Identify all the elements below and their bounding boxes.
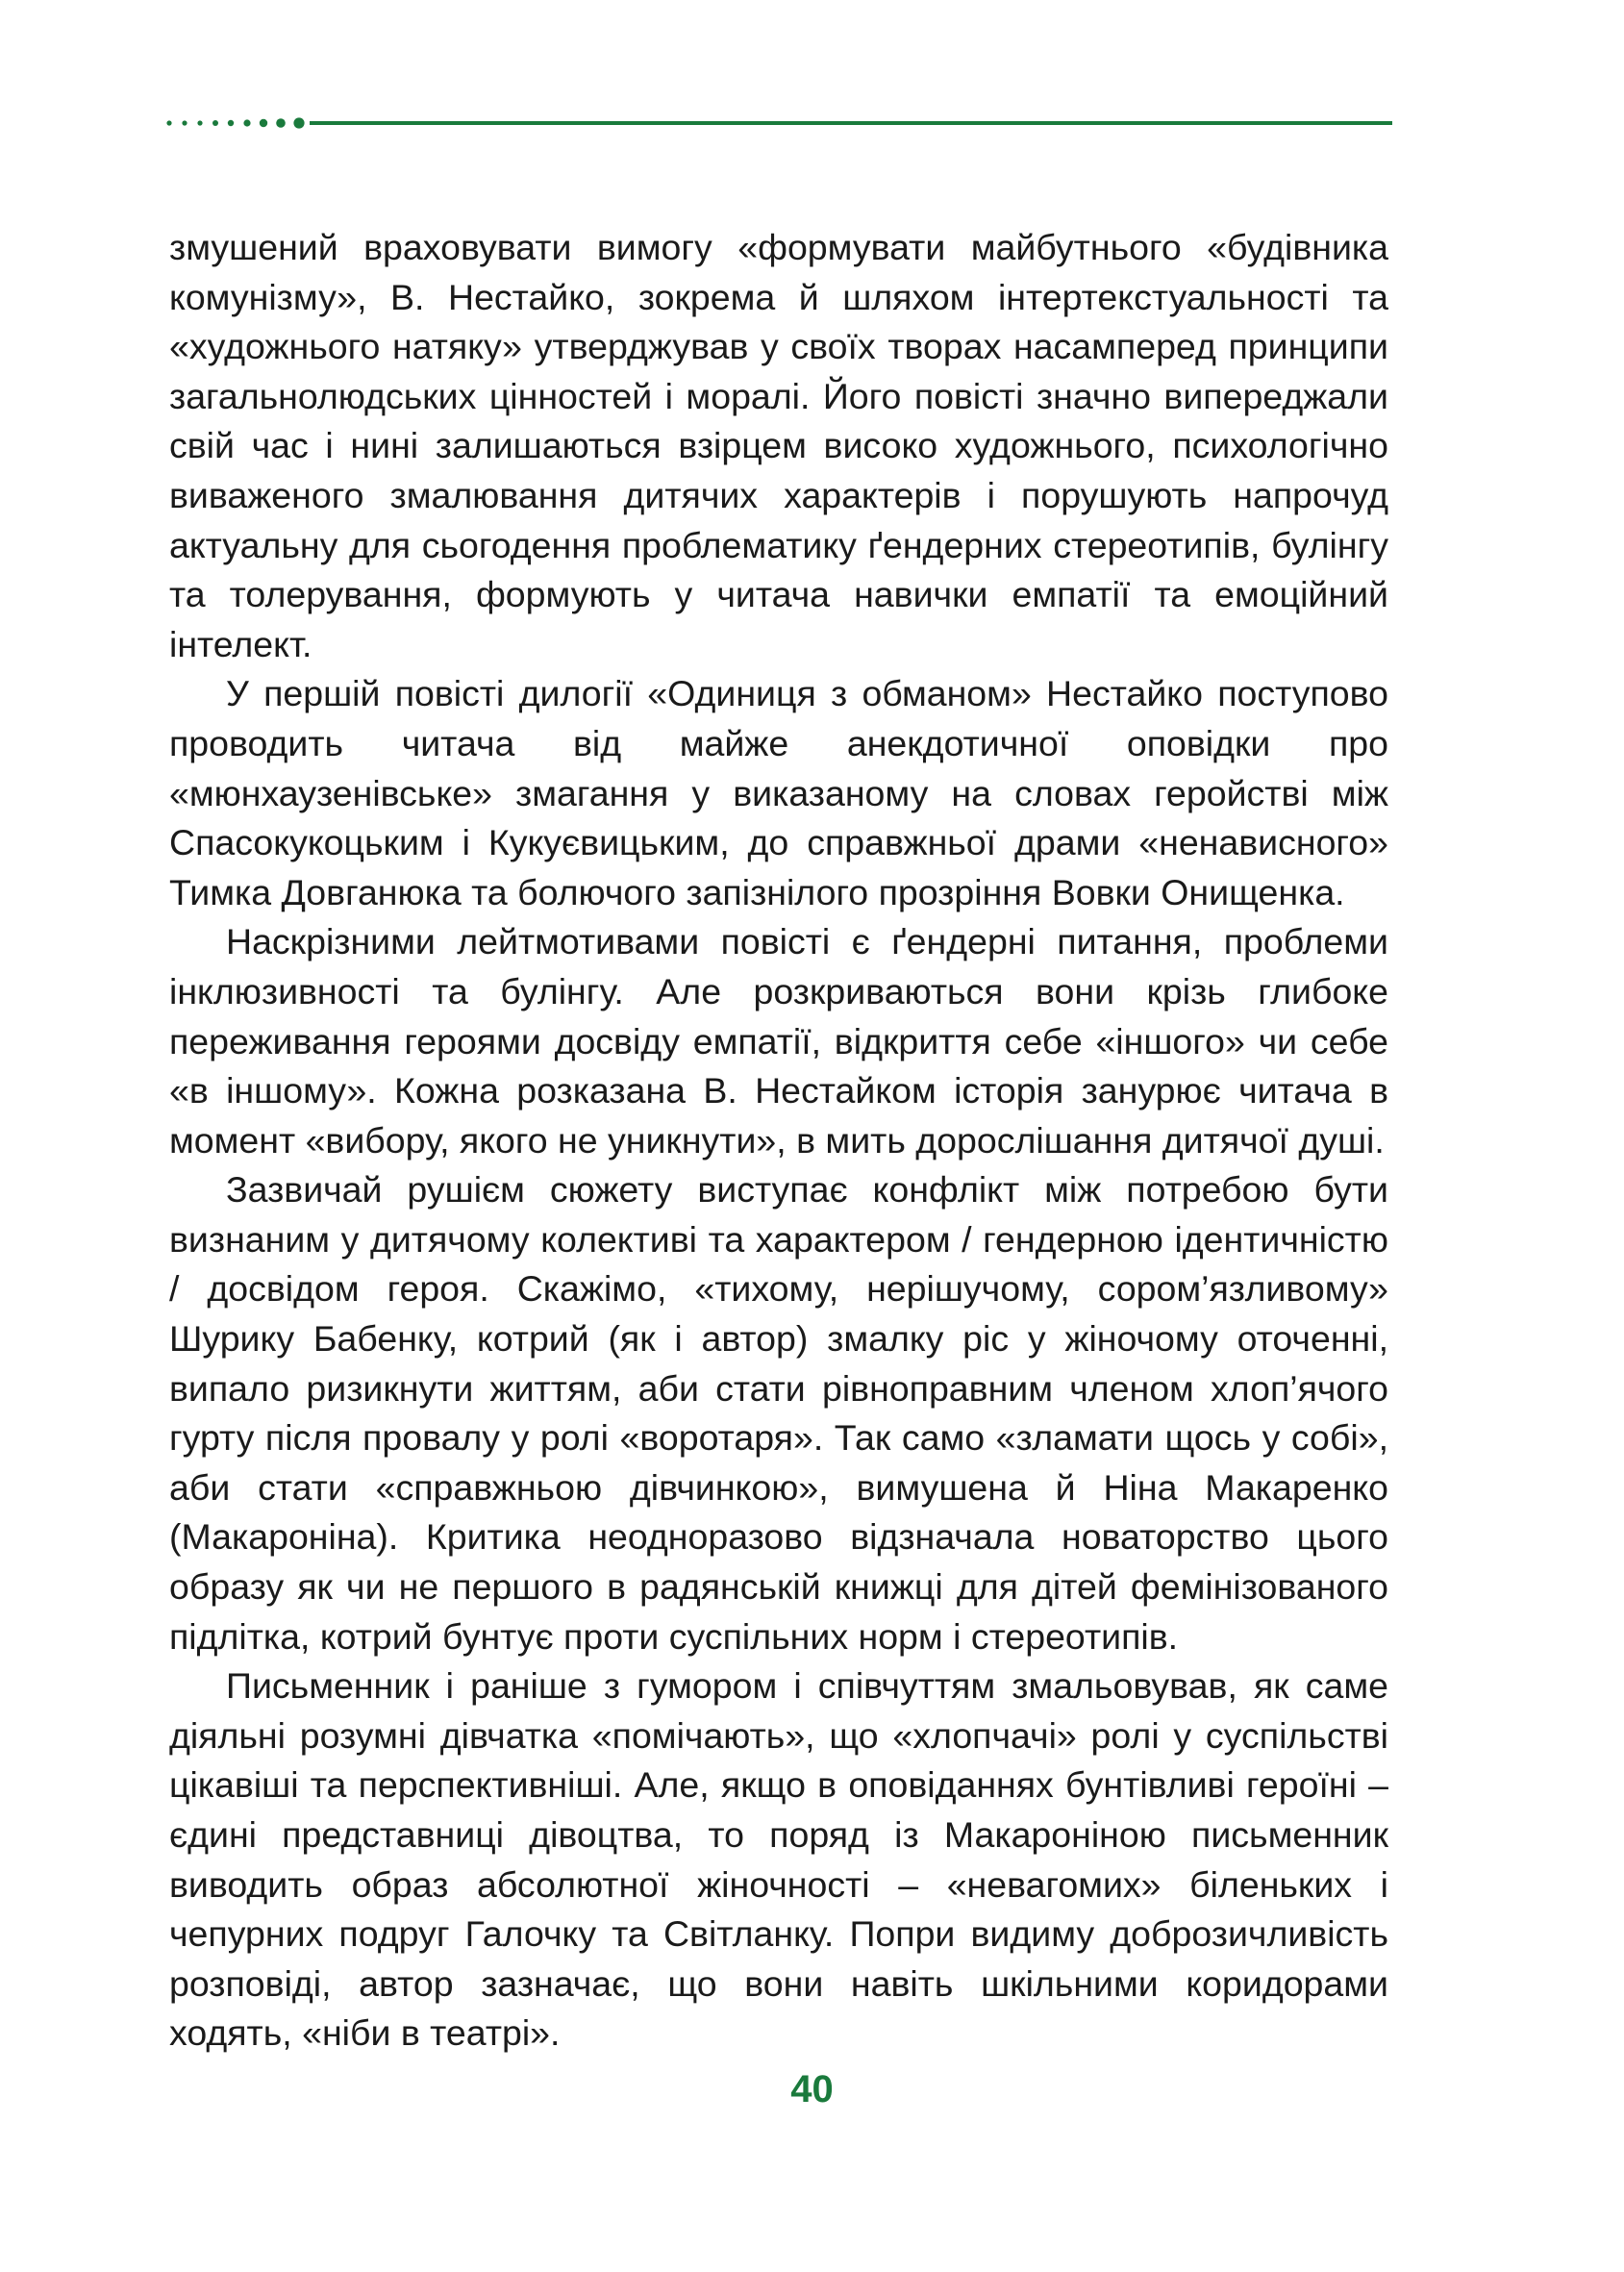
paragraph: Зазвичай рушієм сюжету виступає конфлікт між потребою бути визнаним у дитячому колективі та характером / гендерною ідентичністю / досвідом героя. Скажімо, «тихому, нерішучому, сором’язливому» Шурику Бабенку, котрий (як і автор) змалку ріс у жіночому оточенні, випало ризикнути життям, аби стати рівноправним членом хлоп’ячого гурту після провалу у ролі «воротаря». Так само «зламати щось у собі», аби стати «справжньою дівчинкою», вимушена й Ніна Макаренко (Макароніна). Критика неодноразово відзначала новаторство цього образу як чи не першого в радянській книжці для дітей фемінізованого підлітка, котрий бунтує проти суспільних норм і стереотипів. [169, 1169, 1388, 1657]
main-text [169, 223, 1388, 2059]
paragraph: Письменник і раніше з гумором і співчуттям змальовував, як саме діяльні розумні дівчатка «помічають», що «хлопчачі» ролі у суспільстві цікавіші та перспективніші. Але, якщо в оповіданнях бунтівливі героїні – єдині представниці дівоцтва, то поряд із Макароніною письменник виводить образ абсолютної жіночності – «невагомих» біленьких і чепурних подруг Галочку та Світланку. Попри видиму доброзичливість розповіді, автор зазначає, що вони навіть шкільними коридорами ходять, «ніби в театрі». [169, 1665, 1388, 2054]
paragraph: Наскрізними лейтмотивами повісті є ґендерні питання, проблеми інклюзивності та булінгу. Але розкриваються вони крізь глибоке переживання героями досвіду емпатії, відкриття себе «іншого» чи себе «в іншому». Кожна розказана В. Нестайком історія занурює читача в момент «вибору, якого не уникнути», в мить дорослішання дитячої душі. [169, 921, 1388, 1161]
header-ornament [165, 113, 1392, 133]
ornament-dots [166, 117, 304, 128]
paragraph: У першій повісті дилогії «Одиниця з обманом» Нестайко поступово проводить читача від майже анекдотичної оповідки про «мюнхаузенівське» змагання у виказаному на словах геройстві між Спасокукоцьким і Кукуєвицьким, до справжньої драми «ненависного» Тимка Довганюка та болючого запізнілого прозріння Вовки Онищенка. [169, 673, 1388, 912]
page-number: 40 [790, 2068, 834, 2110]
paragraph-continued: змушений враховувати вимогу «формувати майбутнього «будівника комунізму», В. Нестайко, зокрема й шляхом інтертекстуальності та «художнього натяку» утверджував у своїх творах насамперед принципи загальнолюдських цінностей і моралі. Його повісті значно випереджали свій час і нині залишаються взірцем високо художнього, психологічно виваженого змалювання дитячих характерів і порушують напрочуд актуальну для сьогодення проблематику ґендерних стереотипів, булінгу та толерування, формують у читача навички емпатії та емоційний інтелект. [169, 227, 1388, 664]
